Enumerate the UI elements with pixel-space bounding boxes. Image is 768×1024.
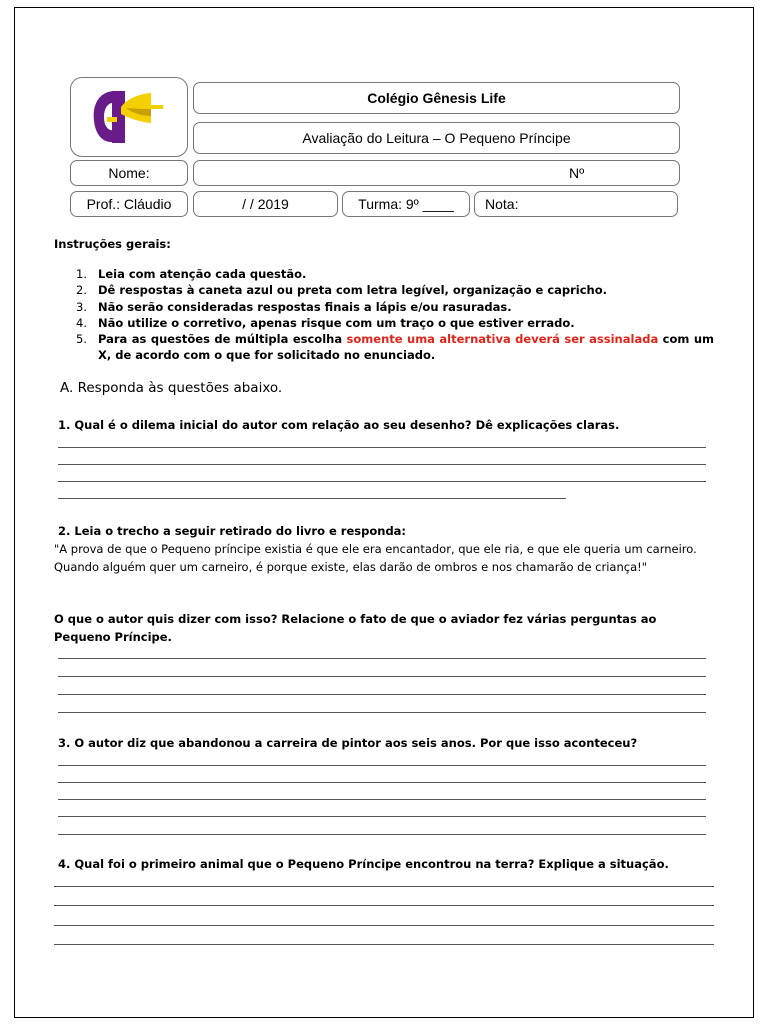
instruction-item: 3. Não serão consideradas respostas finais a lápis e/ou rasuradas. (76, 299, 512, 314)
date-field[interactable]: / / 2019 (193, 191, 338, 217)
question-2-prompt: O que o autor quis dizer com isso? Relacione o fato de que o aviador fez várias perguntas ao Pequeno Príncipe. (54, 612, 657, 644)
instruction-item: 4. Não utilize o corretivo, apenas risque com um traço o que estiver errado. (76, 315, 575, 330)
name-field[interactable] (193, 160, 680, 186)
question-4: 4. Qual foi o primeiro animal que o Pequeno Príncipe encontrou na terra? Explique a situação. (58, 857, 669, 871)
school-logo (71, 78, 187, 156)
answer-line[interactable] (58, 447, 706, 448)
answer-line[interactable] (58, 498, 566, 499)
school-name: Colégio Gênesis Life (193, 82, 680, 114)
instructions-list (54, 266, 714, 364)
book-quote: "A prova de que o Pequeno príncipe existia é que ele era encantador, que ele ria, e que ele queria um carneiro. Quando alguém quer um carneiro, é porque existe, elas darão de ombros e nos chamarão de criança!" (54, 542, 697, 574)
highlighted-instruction: somente uma alternativa deverá ser assinalada (346, 332, 659, 347)
question-2: 2. Leia o trecho a seguir retirado do livro e responda: (58, 524, 407, 538)
answer-line[interactable] (58, 799, 706, 800)
answer-line[interactable] (54, 886, 714, 887)
answer-line[interactable] (54, 944, 714, 945)
answer-line[interactable] (58, 782, 706, 783)
answer-line[interactable] (58, 765, 706, 766)
answer-line[interactable] (58, 481, 706, 482)
answer-line[interactable] (54, 905, 714, 906)
question-1: 1. Qual é o dilema inicial do autor com relação ao seu desenho? Dê explicações claras. (58, 418, 620, 432)
answer-line[interactable] (58, 658, 706, 659)
answer-line[interactable] (58, 712, 706, 713)
instruction-item: 1. Leia com atenção cada questão. (76, 267, 307, 281)
instructions-title: Instruções gerais: (54, 237, 171, 251)
instruction-item: 5. Para as questões de múltipla escolha somente uma alternativa deverá ser assinalada com um X, de acordo com o que for solicitado no enunciado. (76, 332, 714, 363)
answer-line[interactable] (58, 834, 706, 835)
answer-line[interactable] (58, 464, 706, 465)
answer-line[interactable] (58, 816, 706, 817)
instruction-item: 2. Dê respostas à caneta azul ou preta com letra legível, organização e capricho. (76, 283, 608, 298)
answer-line[interactable] (58, 676, 706, 677)
school-logo-box (70, 77, 188, 157)
exam-title: Avaliação do Leitura – O Pequeno Príncipe (193, 122, 680, 154)
answer-line[interactable] (58, 694, 706, 695)
question-3: 3. O autor diz que abandonou a carreira de pintor aos seis anos. Por que isso aconteceu? (58, 736, 638, 750)
number-label: Nº (569, 165, 585, 181)
teacher-label: Prof.: Cláudio (70, 191, 188, 217)
grade-field[interactable]: Nota: (474, 191, 678, 217)
answer-line[interactable] (54, 925, 714, 926)
section-heading: A. Responda às questões abaixo. (60, 380, 283, 396)
name-label: Nome: (70, 160, 188, 186)
class-field[interactable]: Turma: 9º ____ (342, 191, 470, 217)
